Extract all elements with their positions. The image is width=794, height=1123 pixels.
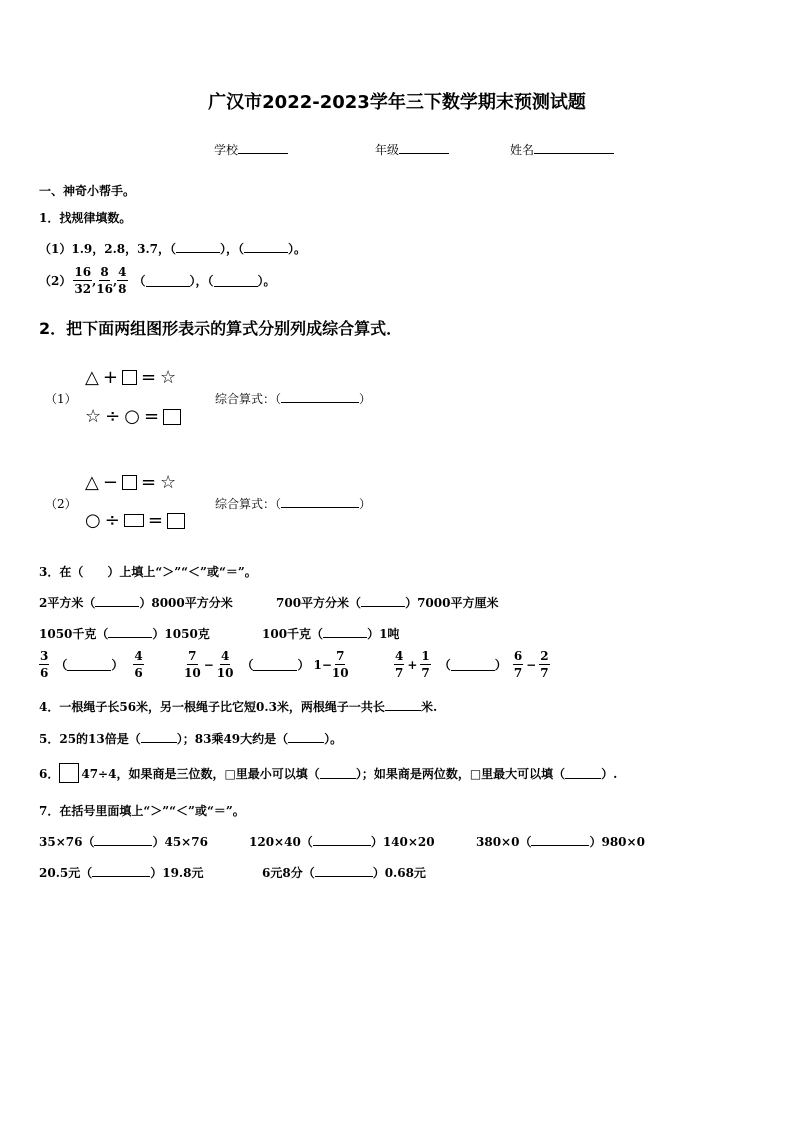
school-field[interactable] (214, 141, 288, 158)
answer-blank[interactable] (323, 626, 367, 638)
q7-r1c3 (476, 833, 645, 850)
fraction: $\frac{1}{7}$ (421, 649, 430, 680)
triangle-icon: △ (85, 472, 99, 493)
answer-blank[interactable] (451, 659, 495, 671)
answer-blank[interactable] (146, 275, 190, 287)
square-icon (122, 475, 137, 490)
q3-row1b (276, 594, 498, 611)
q3-row2a (39, 625, 210, 642)
q5 (39, 730, 342, 747)
q6 (39, 763, 617, 783)
q6-text: 47÷4，如果商是三位数，□里最小可以填（ (81, 766, 320, 781)
q7-label: 7．在括号里面填上“＞”“＜”或“＝”。 (39, 804, 245, 818)
q7-expr: ）140×20 (370, 835, 435, 849)
divide-icon: ÷ (104, 510, 120, 531)
q3-row2b (262, 625, 399, 642)
q1-p2-label: （2） (39, 274, 72, 288)
paren-open: （ (241, 658, 254, 672)
q7-expr: 380×0（ (476, 835, 532, 849)
minus-icon: − (102, 472, 118, 493)
triangle-icon: △ (85, 367, 99, 388)
q3-label: 3．在（ ）上填上“＞”“＜”或“＝”。 (39, 565, 257, 579)
page-title: 广汉市2022-2023学年三下数学期末预测试题 (208, 92, 586, 113)
paren-open: （ (438, 658, 451, 672)
q5-end: ）。 (324, 732, 343, 746)
q2-item2-num: （2） (45, 497, 77, 511)
star-icon: ☆ (160, 472, 177, 493)
q1-part2: （2） $\frac{16}{32}$ , $\frac{8}{16}$ , $\frac{4}{8}$ （ ），（ ）。 (39, 265, 276, 296)
answer-blank[interactable] (361, 595, 405, 607)
q6-mid: ）；如果商是两位数，□里最大可以填（ (355, 766, 566, 781)
q1-p1-end: ）。 (288, 242, 307, 256)
square-icon (122, 370, 137, 385)
q5-text: 5．25的13倍是（ (39, 732, 141, 746)
circle-icon: ○ (124, 406, 140, 427)
q4-end: 米. (420, 700, 438, 714)
q7-expr: 120×40（ (249, 835, 313, 849)
answer-blank[interactable] (95, 595, 139, 607)
operator: − (203, 657, 214, 672)
circle-icon: ○ (85, 510, 101, 531)
operator: + (407, 657, 418, 672)
answer-blank[interactable] (94, 834, 152, 846)
equals-icon: = (143, 406, 160, 427)
fraction: $\frac{6}{7}$ (513, 649, 523, 680)
q7-expr: ）0.68元 (372, 866, 426, 880)
q1-p1-sep: ），（ (220, 242, 245, 256)
q3-row1a (39, 594, 233, 611)
q7-r1c2 (249, 833, 435, 850)
answer-blank[interactable] (67, 659, 111, 671)
q2-item1-answer[interactable] (215, 390, 371, 407)
q4 (39, 698, 437, 715)
fraction: $\frac{4}{10}$ (216, 649, 234, 680)
grade-field[interactable] (375, 141, 449, 158)
answer-label: 综合算式：（ (215, 497, 282, 511)
q3-expr: 100千克（ (262, 627, 324, 641)
fraction: $\frac{4}{8}$ (118, 265, 127, 296)
name-label: 姓名 (510, 143, 535, 157)
star-icon: ☆ (160, 367, 177, 388)
q2-item1-line1 (85, 367, 176, 388)
star-icon: ☆ (85, 406, 102, 427)
q1-p1-label: （1） (39, 242, 72, 256)
q7-expr: ）45×76 (152, 835, 208, 849)
q2-item1-num: （1） (45, 392, 77, 406)
q2-item2-line2 (85, 510, 185, 531)
name-field[interactable] (510, 141, 614, 158)
answer-label: 综合算式：（ (215, 392, 282, 406)
q7-expr: ）19.8元 (150, 866, 204, 880)
q7-r2c2 (262, 864, 426, 881)
answer-blank[interactable] (253, 659, 297, 671)
paren-close: ） (297, 658, 310, 672)
answer-blank[interactable] (108, 626, 152, 638)
fraction: $\frac{16}{32}$ (74, 265, 92, 296)
q1-p2-end: ）。 (257, 274, 276, 288)
answer-blank[interactable] (313, 834, 371, 846)
q3-expr: 1050千克（ (39, 627, 109, 641)
square-icon (163, 409, 181, 425)
paren-open: （ (133, 274, 146, 288)
answer-blank[interactable] (320, 767, 356, 779)
divide-icon: ÷ (105, 406, 121, 427)
q3-row3c (394, 650, 550, 679)
school-label: 学校 (214, 143, 239, 157)
q7-expr: 20.5元（ (39, 866, 93, 880)
fraction: $\frac{7}{10}$ (331, 649, 349, 680)
fraction: $\frac{7}{10}$ (184, 649, 201, 680)
equals-icon: = (140, 367, 157, 388)
fraction: $\frac{3}{6}$ (40, 649, 49, 680)
q1-p2-sep: ），（ (189, 274, 214, 288)
fraction: $\frac{2}{7}$ (540, 649, 549, 680)
equals-icon: = (147, 510, 163, 531)
paren-close: ） (111, 658, 124, 672)
q7-expr: ）980×0 (589, 835, 645, 849)
q2-item1-line2 (85, 406, 181, 427)
q3-row3a (39, 650, 144, 679)
fraction: $\frac{4}{6}$ (134, 649, 143, 680)
answer-blank[interactable] (531, 834, 589, 846)
paren-close: ） (359, 497, 372, 511)
square-icon (167, 513, 185, 529)
q6-end: ）. (601, 766, 618, 781)
answer-blank[interactable] (244, 241, 288, 253)
paren-close: ） (359, 392, 372, 406)
q3-expr: ）7000平方厘米 (405, 596, 499, 610)
fraction: $\frac{8}{16}$ (96, 265, 113, 296)
q5-mid: ）；83乘49大约是（ (176, 732, 289, 746)
answer-blank[interactable] (281, 391, 359, 403)
answer-blank[interactable] (92, 865, 150, 877)
answer-blank[interactable] (385, 699, 421, 711)
paren-open: （ (55, 658, 68, 672)
answer-blank[interactable] (281, 496, 359, 508)
fraction: $\frac{4}{7}$ (395, 649, 404, 680)
section-heading: 一、神奇小帮手。 (39, 184, 136, 198)
answer-blank[interactable] (288, 731, 324, 743)
q3-row3b (184, 650, 349, 679)
q3-expr: 2平方米（ (39, 596, 96, 610)
q2-label: 2．把下面两组图形表示的算式分别列成综合算式． (39, 319, 403, 338)
operator: 1− (313, 657, 332, 672)
plus-icon: + (102, 367, 118, 388)
answer-blank[interactable] (565, 767, 601, 779)
digit-box[interactable] (59, 763, 79, 783)
operator: − (526, 657, 537, 672)
answer-blank[interactable] (315, 865, 373, 877)
q2-item2-line1 (85, 472, 176, 493)
q1-label: 1．找规律填数。 (39, 211, 132, 225)
rectangle-icon (124, 514, 144, 527)
answer-blank[interactable] (214, 275, 258, 287)
q6-num: 6． (39, 766, 60, 781)
q4-text: 4．一根绳子长56米，另一根绳子比它短0.3米，两根绳子一共长 (39, 700, 385, 714)
grade-label: 年级 (375, 143, 400, 157)
q2-item2-answer[interactable] (215, 495, 371, 512)
q1-part1 (39, 240, 306, 257)
q7-expr: 35×76（ (39, 835, 95, 849)
q1-p1-sequence: 1.9，2.8，3.7，（ (71, 242, 176, 256)
q3-expr: ）1吨 (367, 627, 400, 641)
q3-expr: ）1050克 (152, 627, 210, 641)
q7-r2c1 (39, 864, 203, 881)
q7-expr: 6元8分（ (262, 866, 315, 880)
q3-expr: ）8000平方分米 (139, 596, 233, 610)
q3-expr: 700平方分米（ (276, 596, 362, 610)
q7-r1c1 (39, 833, 208, 850)
equals-icon: = (140, 472, 157, 493)
answer-blank[interactable] (141, 731, 177, 743)
answer-blank[interactable] (176, 241, 220, 253)
paren-close: ） (494, 658, 507, 672)
